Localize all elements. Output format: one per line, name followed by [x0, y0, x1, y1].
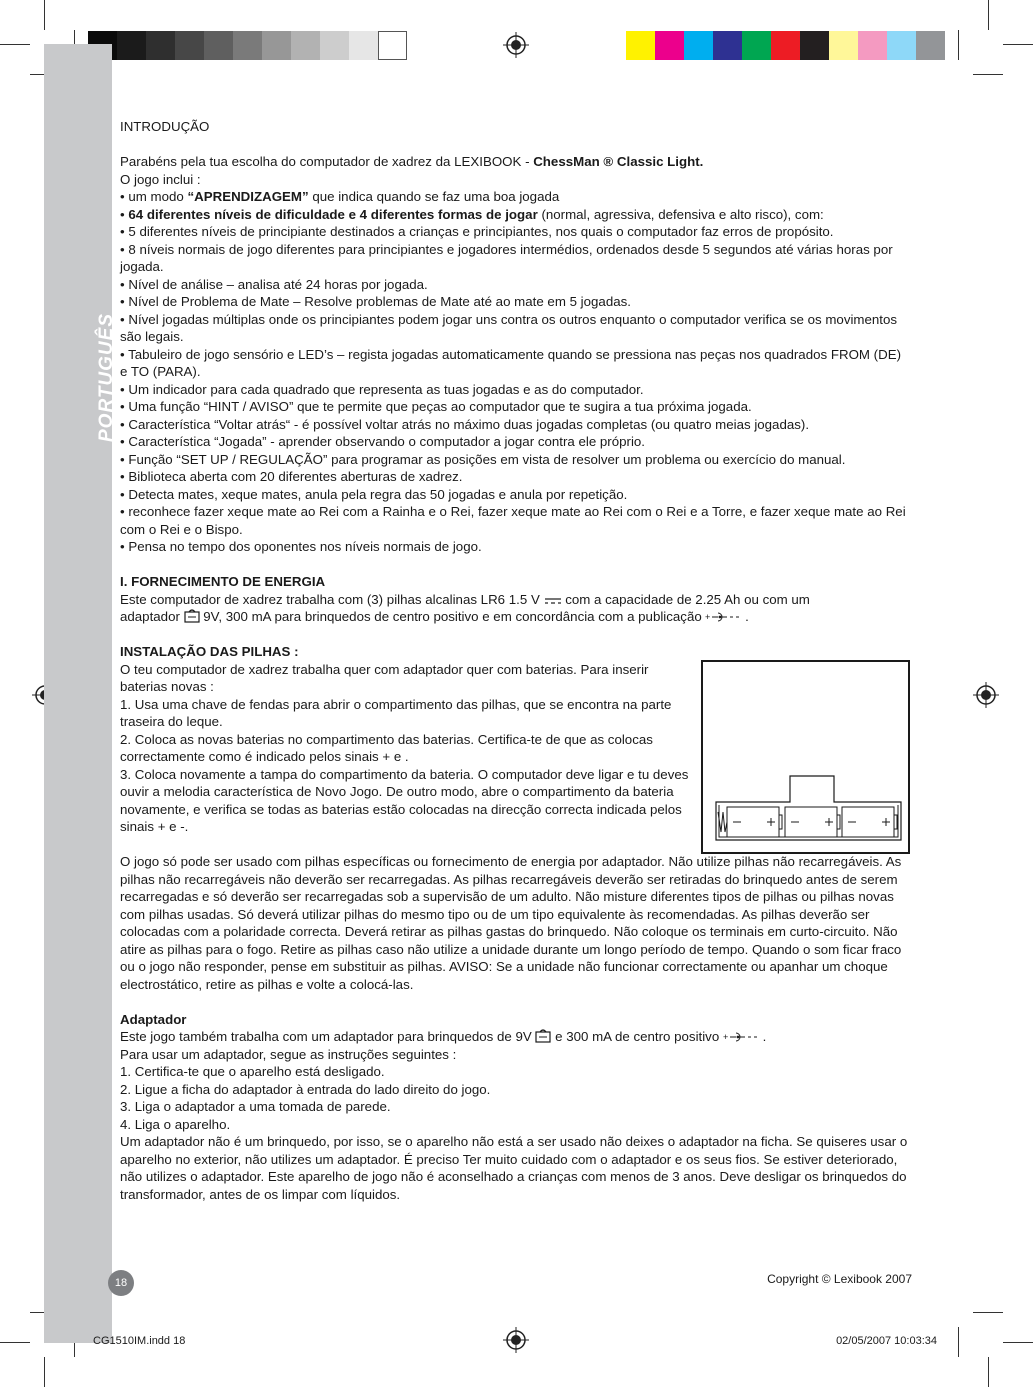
file-slug: CG1510IM.indd 18: [93, 1335, 186, 1347]
crop-mark: [1003, 1342, 1033, 1343]
adapter-section-title: Adaptador: [120, 1011, 187, 1027]
feature-bullet: • Função “SET UP / REGULAÇÃO” para programar as posições em vista de resolver um problema ou exercício do manual.: [120, 451, 846, 467]
feature-bullet: • Nível de análise – analisa até 24 horas por jogada.: [120, 276, 428, 292]
crop-mark: [1003, 44, 1033, 45]
crop-mark: [988, 1357, 989, 1387]
feature-bullet: • 64 diferentes níveis de dificuldade e 4 diferentes formas de jogar (normal, agressiva, defensiva e alto risco), com:: [120, 206, 824, 222]
color-swatch: [146, 31, 175, 60]
power-text: adaptador 9V, 300 mA para brinquedos de centro positivo e em concordância com a publicação + .: [120, 609, 749, 624]
crop-mark: [973, 74, 1003, 75]
crop-mark: [0, 44, 30, 45]
feature-bullet: • Nível de Problema de Mate – Resolve problemas de Mate até ao mate em 5 jogadas.: [120, 294, 631, 309]
crop-mark: [958, 30, 959, 60]
product-name: ChessMan ® Classic Light.: [533, 154, 704, 169]
color-swatch: [887, 31, 916, 60]
feature-bullet: • Detecta mates, xeque mates, anula pela regra das 50 jogadas e anula por repetição.: [120, 486, 628, 502]
battery-compartment-figure: [701, 660, 910, 854]
color-swatch: [684, 31, 713, 60]
feature-bullet: • Tabuleiro de jogo sensório e LED’s – regista jogadas automaticamente quando se pressiona nas peças nos quadrados FROM (DE) e TO (PARA).: [120, 346, 902, 379]
color-swatch: [655, 31, 684, 60]
page-number: 18: [108, 1270, 134, 1296]
registration-mark-icon: [503, 32, 529, 58]
feature-bullet: • Uma função “HINT / AVISO” que te permite que peças ao computador que te sugira a tua próxima jogada.: [120, 399, 752, 414]
battery-diagram: [703, 662, 908, 852]
crop-mark: [0, 1342, 30, 1343]
language-side-band: [44, 44, 112, 1343]
adapter-text: Este jogo também trabalha com um adaptador para brinquedos de 9V e 300 mA de centro positivo + .: [120, 1029, 767, 1044]
install-step: 3. Coloca novamente a tampa do compartimento da bateria. O computador deve ligar e tu deves ouvir a melodia característica de Novo Jogo. De outro modo, abre o compartimento da bateria novamente, e verifica se todas as baterias estão colocadas na direcção correcta indicada pelos sinais + e -.: [120, 766, 689, 834]
feature-bullet: • Característica “Voltar atrás“ - é possível voltar atrás no máximo duas jogadas completas (ou quatro meias jogadas).: [120, 416, 810, 432]
feature-bullet: • Um indicador para cada quadrado que representa as tuas jogadas e as do computador.: [120, 381, 644, 397]
color-swatch: [349, 31, 378, 60]
color-swatch: [800, 31, 829, 60]
color-swatch: [858, 31, 887, 60]
grayscale-color-bar: [88, 31, 407, 60]
color-swatch: [233, 31, 262, 60]
color-swatch: [175, 31, 204, 60]
color-swatch: [829, 31, 858, 60]
color-swatch: [626, 31, 655, 60]
crop-mark: [44, 1357, 45, 1387]
intro-congrats: Parabéns pela tua escolha do computador de xadrez da LEXIBOOK - ChessMan ® Classic Light.: [120, 154, 704, 169]
color-swatch: [204, 31, 233, 60]
feature-bullet: • reconhece fazer xeque mate ao Rei com a Rainha e o Rei, fazer xeque mate ao Rei com o Rei e a Torre, e fazer xeque mate ao Rei com o Rei e o Bispo.: [120, 504, 906, 537]
registration-mark-icon: [973, 682, 999, 708]
color-swatch: [262, 31, 291, 60]
color-swatch: [916, 31, 945, 60]
transformer-icon: [184, 608, 200, 623]
adapter-instruction: 3. Liga o adaptador a uma tomada de parede.: [120, 1099, 391, 1114]
color-swatch: [117, 31, 146, 60]
adapter-instruction: 4. Liga o aparelho.: [120, 1116, 231, 1132]
intro-title: INTRODUÇÃO: [120, 119, 210, 134]
process-color-bar: [626, 31, 945, 60]
feature-bullet: • Característica “Jogada” - aprender observando o computador a jogar contra ele próprio.: [120, 434, 645, 449]
color-swatch: [291, 31, 320, 60]
adapter-instruction: Para usar um adaptador, segue as instruções seguintes :: [120, 1046, 457, 1062]
feature-bullet: • 5 diferentes níveis de principiante destinados a crianças e principiantes, nos quais o computador faz erros de propósito.: [120, 224, 834, 239]
registration-mark-icon: [503, 1327, 529, 1353]
feature-bullet: • um modo “APRENDIZAGEM” que indica quando se faz uma boa jogada: [120, 189, 560, 204]
power-section-title: I. FORNECIMENTO DE ENERGIA: [120, 574, 326, 589]
install-step: 2. Coloca as novas baterias no compartimento das baterias. Certifica-te de que as colocas correctamente como é indicado pelos sinais + e .: [120, 731, 653, 764]
color-swatch: [378, 31, 407, 60]
crop-mark: [44, 0, 45, 30]
adapter-instruction: 2. Ligue a ficha do adaptador à entrada do lado direito do jogo.: [120, 1081, 491, 1097]
center-positive-polarity-icon: [705, 611, 741, 623]
crop-mark: [973, 1312, 1003, 1313]
print-timestamp: 02/05/2007 10:03:34: [836, 1335, 937, 1347]
includes-label: O jogo inclui :: [120, 171, 201, 187]
copyright: Copyright © Lexibook 2007: [767, 1272, 912, 1286]
color-swatch: [742, 31, 771, 60]
language-side-label: PORTUGUÊS: [96, 312, 117, 442]
color-swatch: [320, 31, 349, 60]
battery-install-title: INSTALAÇÃO DAS PILHAS :: [120, 644, 299, 659]
feature-bullet: • Pensa no tempo dos oponentes nos níveis normais de jogo.: [120, 539, 482, 554]
battery-warning: O jogo só pode ser usado com pilhas específicas ou fornecimento de energia por adaptador. Não utilize pilhas não recarregáveis. As pilhas não recarregáveis não deverão ser recarregadas. As pilhas recarregáveis deverão ser retiradas do brinquedo antes de serem recarregadas e só deverão ser recarregadas sob a supervisão de um adulto. Não misture diferentes tipos de pilhas ou pilhas novas com pilhas usadas. Só deverá utilizar pilhas do mesmo tipo ou de um tipo equivalente às recomendadas. As pilhas deverão ser colocadas com a polaridade correcta. Deverá retirar as pilhas gastas do brinquedo. Não coloque os terminais em curto-circuito. Não atire as pilhas para o fogo. Retire as pilhas caso não utilize a unidade durante um longo período de tempo. Quando o som ficar fraco ou o jogo não responder, pense em substituir as pilhas. AVISO: Se a unidade não funcionar correctamente ou apanhar um choque electrostático, retire as pilhas e volte a colocá-las.: [120, 854, 902, 992]
adapter-closing: Um adaptador não é um brinquedo, por isso, se o aparelho não está a ser usado não deixes o adaptador na ficha. Se quiseres usar o aparelho no exterior, não utilizes um adaptador. É preciso Ter muito cuidado com o adaptador e os seus fios. Se estiver deteriorado, não utilizes o adaptador. Este aparelho de jogo não é aconselhado a crianças com menos de 3 anos. Deve desligar os brinquedos do transformador, antes de os limpar com líquidos.: [120, 1134, 908, 1202]
crop-mark: [988, 0, 989, 30]
svg-text:+: +: [705, 612, 711, 622]
transformer-icon: [535, 1028, 551, 1043]
power-text: Este computador de xadrez trabalha com (3) pilhas alcalinas LR6 1.5 V com a capacidade de 2.25 Ah ou com um: [120, 591, 810, 607]
install-step: O teu computador de xadrez trabalha quer com adaptador quer com baterias. Para inserir baterias novas :: [120, 661, 649, 694]
dc-voltage-icon: [544, 596, 562, 606]
feature-bullet: • 8 níveis normais de jogo diferentes para principiantes e jogadores intermédios, ordenados desde 5 segundos até várias horas por jogada.: [120, 241, 893, 274]
crop-mark: [958, 1327, 959, 1357]
feature-bullet: • Nível jogadas múltiplas onde os principiantes podem jogar uns contra os outros enquanto o computador verifica se os movimentos são legais.: [120, 311, 898, 344]
feature-bullet: • Biblioteca aberta com 20 diferentes aberturas de xadrez.: [120, 469, 463, 484]
svg-text:+: +: [722, 1032, 729, 1042]
install-step: 1. Usa uma chave de fendas para abrir o compartimento das pilhas, que se encontra na parte traseira do leque.: [120, 696, 672, 729]
color-swatch: [771, 31, 800, 60]
color-swatch: [713, 31, 742, 60]
center-positive-polarity-icon: [723, 1031, 759, 1043]
adapter-instruction: 1. Certifica-te que o aparelho está desligado.: [120, 1064, 385, 1079]
